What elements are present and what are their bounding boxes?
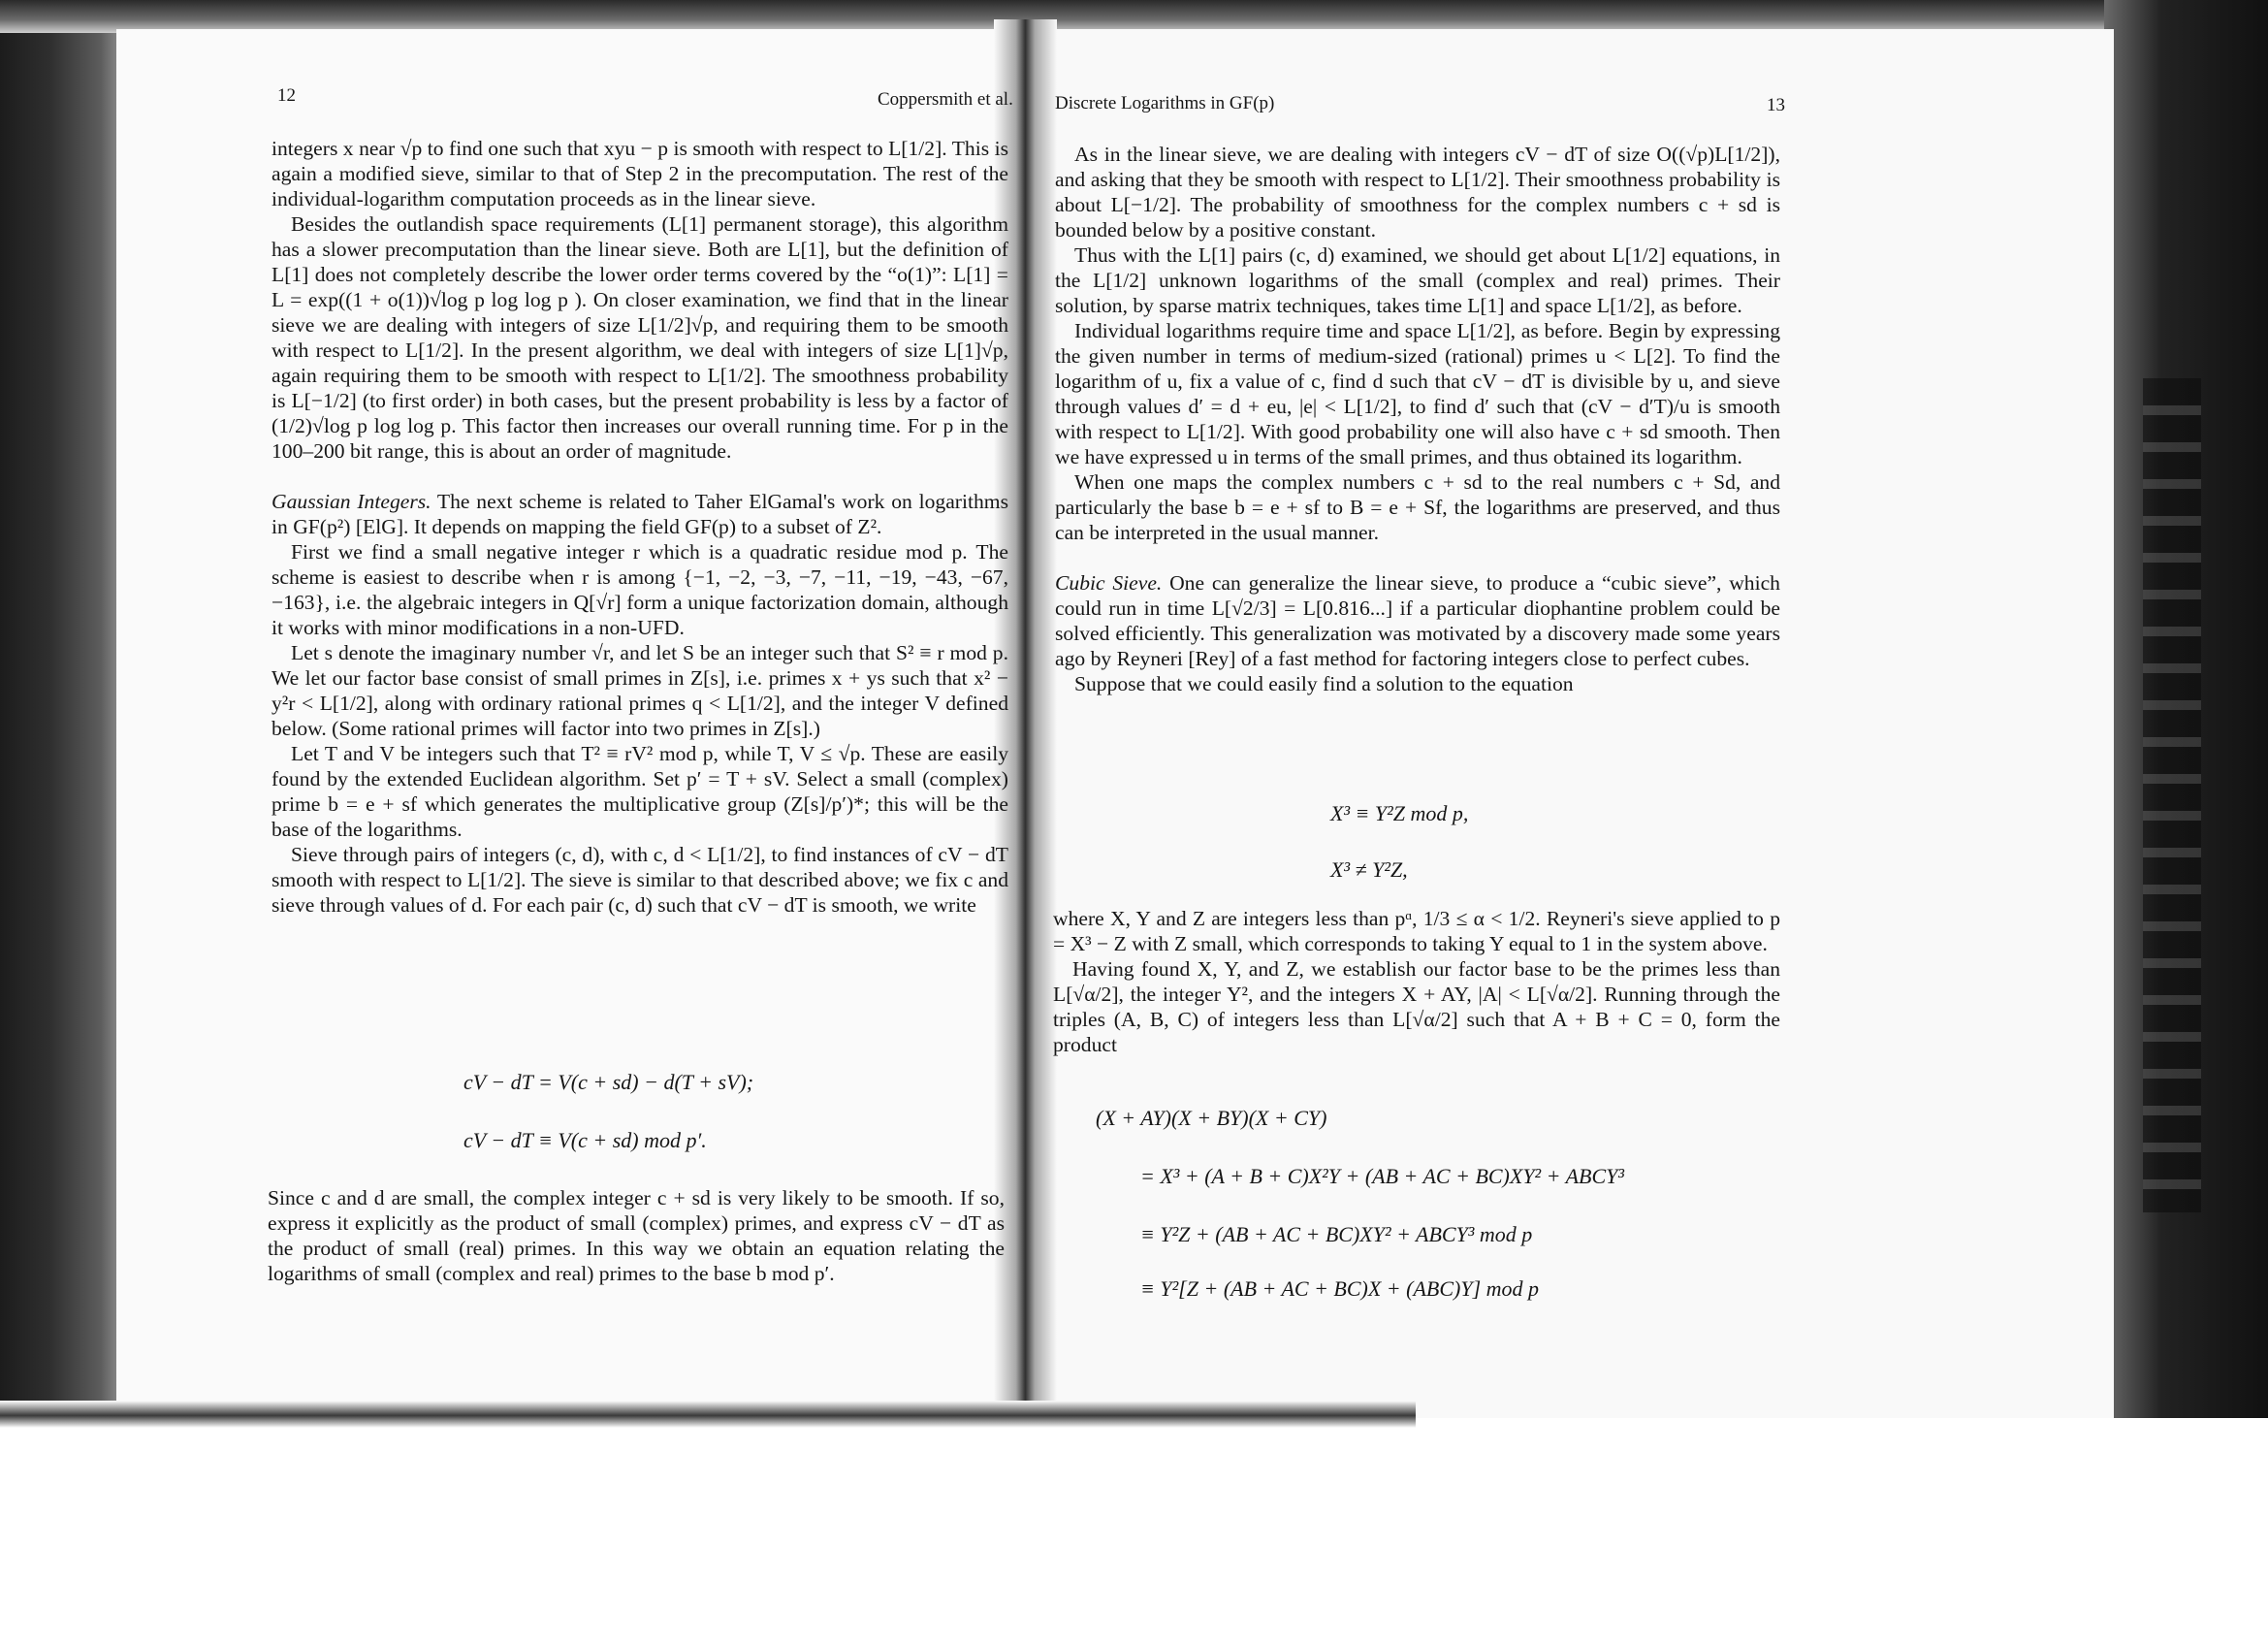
section-paragraph (272, 489, 1008, 539)
equation: X³ ≠ Y²Z, (1330, 857, 1408, 882)
paragraph: As in the linear sieve, we are dealing with integers cV − dT of size O((√p)L[1/2]), and asking that they be smooth with respect to L[1/2]. Their smoothness probability is about L[−1/2]. The probability of smoothness for the complex numbers c + sd is bounded below by a positive constant. (1055, 143, 1780, 242)
paragraph: Sieve through pairs of integers (c, d), with c, d < L[1/2], to find instances of cV − dT smooth with respect to L[1/2]. The sieve is similar to that described above; we fix c and sieve through values of d. For each pair (c, d) such that cV − dT is smooth, we write (272, 843, 1008, 917)
paragraph: Let T and V be integers such that T² ≡ rV² mod p, while T, V ≤ √p. These are easily found by the extended Euclidean algorithm. Set p′ = T + sV. Select a small (complex) prime b = e + sf which generates the multiplicative group (Z[s]/p′)*; this will be the base of the logarithms. (272, 742, 1008, 841)
paragraph: integers x near √p to find one such that xyu − p is smooth with respect to L[1/2]. This is again a modified sieve, similar to that of Step 2 in the precomputation. The rest of the individual-logarithm computation proceeds as in the linear sieve. (272, 137, 1008, 210)
right-text-top (1055, 142, 1780, 696)
equation: X³ ≡ Y²Z mod p, (1330, 801, 1469, 825)
scan-bottom-edge (0, 1401, 1416, 1428)
paragraph: where X, Y and Z are integers less than pᵅ, 1/3 ≤ α < 1/2. Reyneri's sieve applied to p = X³ − Z with Z small, which corresponds to taking Y equal to 1 in the system above. (1053, 907, 1780, 955)
page-number-left: 12 (277, 85, 296, 106)
scan-left-shadow (0, 19, 126, 1435)
scan-bottom-area (0, 1418, 2268, 1645)
right-text-mid (1053, 906, 1780, 1057)
paragraph: Having found X, Y, and Z, we establish our factor base to be the primes less than L[√α/2], the integer Y², and the integers X + AY, |A| < L[√α/2]. Running through the triples (A, B, C) of integers less than L[√α/2] such that A + B + C = 0, form the product (1053, 957, 1780, 1056)
section-intro: The next scheme is related to Taher ElGamal's work on logarithms in GF(p²) [ElG]. It depends on mapping the field GF(p) to a subset of Z². (272, 490, 1008, 538)
scan-top-edge (0, 0, 2268, 33)
equation: ≡ Y²[Z + (AB + AC + BC)X + (ABC)Y] mod p (1140, 1276, 1540, 1301)
paragraph: Thus with the L[1] pairs (c, d) examined, we should get about L[1/2] equations, in the L[1/2] unknown logarithms of the small (complex and real) primes. Their solution, by sparse matrix techniques, takes time L[1] and space L[1/2], as before. (1055, 243, 1780, 317)
equation: = X³ + (A + B + C)X²Y + (AB + AC + BC)XY² + ABCY³ (1140, 1164, 1624, 1188)
paragraph: Suppose that we could easily find a solution to the equation (1074, 672, 1574, 695)
left-text-top (272, 136, 1008, 918)
paragraph: When one maps the complex numbers c + sd to the real numbers c + Sd, and particularly the base b = e + sf to B = e + Sf, the logarithms are preserved, and thus can be interpreted in the usual manner. (1055, 470, 1780, 544)
running-head-left: Coppersmith et al. (878, 89, 1013, 110)
paragraph: Besides the outlandish space requirements (L[1] permanent storage), this algorithm has a slower precomputation than the linear sieve. Both are L[1], but the definition of L[1] does not completely describe the lower order terms covered by the “o(1)”: L[1] = L = exp((1 + o(1))√log p log log p ). On closer examination, we find that in the linear sieve we are dealing with integers of size L[1/2]√p, and requiring them to be smooth with respect to L[1/2]. In the present algorithm, we deal with integers of size L[1]√p, again requiring them to be smooth with respect to L[1/2]. The smoothness probability is L[−1/2] (to first order) in both cases, but the present probability is less by a factor of (1/2)√log p log log p. This factor then increases our overall running time. For p in the 100–200 bit range, this is about an order of magnitude. (272, 212, 1008, 463)
paragraph: Since c and d are small, the complex integer c + sd is very likely to be smooth. If so, express it explicitly as the product of small (complex) primes, and express cV − dT as the product of small (real) primes. In this way we obtain an equation relating the logarithms of small (complex and real) primes to the base b mod p′. (268, 1186, 1005, 1285)
equation: cV − dT = V(c + sd) − d(T + sV); (463, 1070, 754, 1094)
section-heading: Gaussian Integers. (272, 490, 431, 513)
section-heading: Cubic Sieve. (1055, 571, 1163, 595)
paragraph: First we find a small negative integer r which is a quadratic residue mod p. The scheme is easiest to describe when r is among {−1, −2, −3, −7, −11, −19, −43, −67, −163}, i.e. the algebraic integers in Q[√r] form a unique factorization domain, although it works with minor modifications in a non-UFD. (272, 540, 1008, 639)
page-number-right: 13 (1767, 95, 1785, 115)
section-intro: One can generalize the linear sieve, to produce a “cubic sieve”, which could run in time L[√2/3] = L[0.816...] if a particular diophantine problem could be solved efficiently. This generalization was motivated by a discovery made some years ago by Reyneri [Rey] of a fast method for factoring integers close to perfect cubes. (1055, 571, 1780, 670)
equation: cV − dT ≡ V(c + sd) mod p′. (463, 1128, 707, 1152)
equation: ≡ Y²Z + (AB + AC + BC)XY² + ABCY³ mod p (1140, 1222, 1533, 1246)
paragraph: Let s denote the imaginary number √r, and let S be an integer such that S² ≡ r mod p. We let our factor base consist of small primes in Z[s], i.e. primes x + ys such that x² − y²r < L[1/2], along with ordinary rational primes q < L[1/2], and the integer V defined below. (Some rational primes will factor into two primes in Z[s].) (272, 641, 1008, 740)
paragraph: Individual logarithms require time and space L[1/2], as before. Begin by expressing the given number in terms of medium-sized (rational) primes u < L[2]. To find the logarithm of u, fix a value of c, find d such that cV − dT is divisible by u, and sieve through values d′ = d + eu, |e| < L[1/2], to find d′ such that (cV − d′T)/u is smooth with respect to L[1/2]. With good probability one will also have c + sd smooth. Then we have expressed u in terms of the small primes, and thus obtained its logarithm. (1055, 319, 1780, 468)
running-head-right: Discrete Logarithms in GF(p) (1055, 93, 1275, 113)
equation: (X + AY)(X + BY)(X + CY) (1096, 1106, 1327, 1130)
section-paragraph (1055, 570, 1780, 671)
book-spine (2143, 378, 2201, 1212)
left-text-bottom (268, 1185, 1005, 1286)
